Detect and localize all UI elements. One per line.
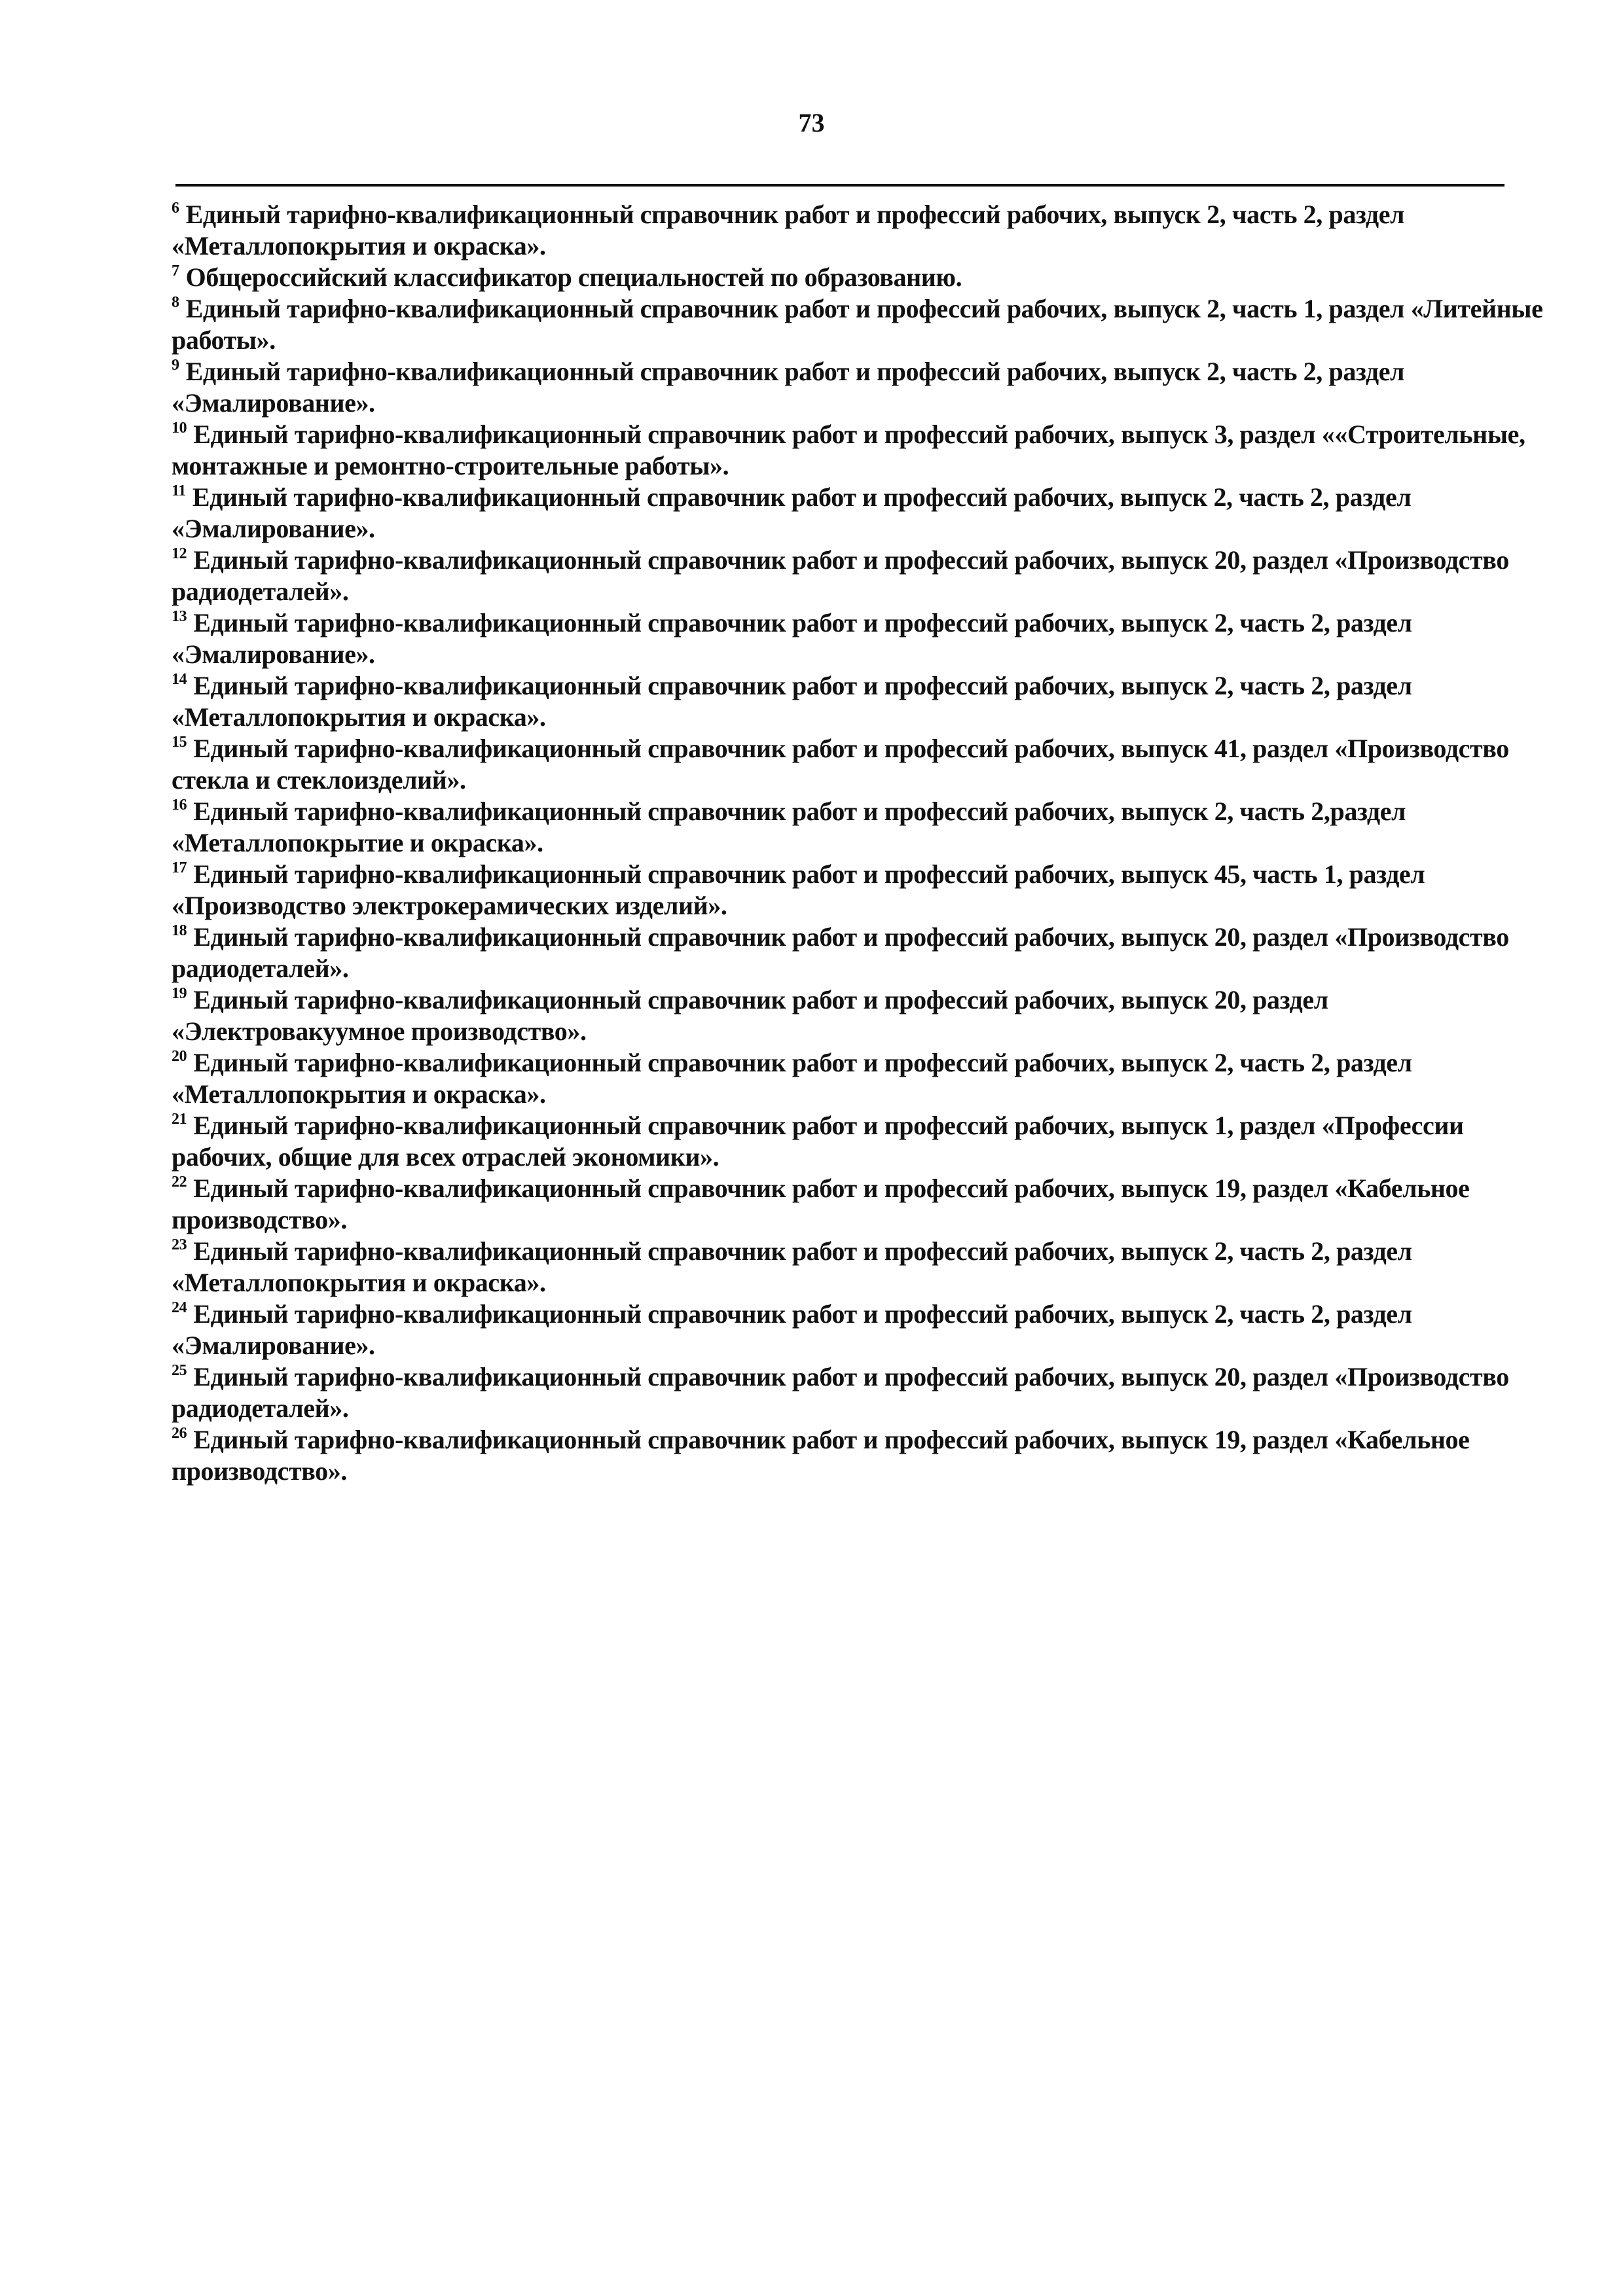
footnote-item — [172, 419, 1553, 482]
footnote-text: Единый тарифно-квалификационный справочник работ и профессий рабочих, выпуск 45, часть 1, раздел «Производство электрокерамических изделий». — [172, 859, 1425, 920]
footnote-number: 18 — [172, 922, 187, 939]
footnote-text: Единый тарифно-квалификационный справочник работ и профессий рабочих, выпуск 2, часть 2, раздел «Металлопокрытия и окраска». — [172, 1236, 1412, 1297]
footnote-text: Единый тарифно-квалификационный справочник работ и профессий рабочих, выпуск 2, часть 2,раздел «Металлопокрытие и окраска». — [172, 797, 1406, 857]
footnote-number: 25 — [172, 1362, 187, 1379]
footnote-number: 10 — [172, 420, 187, 437]
footnote-item — [172, 1424, 1553, 1487]
footnote-item — [172, 922, 1553, 984]
footnote-item — [172, 1299, 1553, 1361]
footnote-text: Единый тарифно-квалификационный справочник работ и профессий рабочих, выпуск 41, раздел «Производство стекла и стеклоизделий». — [172, 734, 1509, 795]
footnote-number: 6 — [172, 200, 179, 217]
footnote-number: 12 — [172, 545, 187, 562]
footnote-text: Единый тарифно-квалификационный справочник работ и профессий рабочих, выпуск 20, раздел «Производство радиодеталей». — [172, 922, 1509, 983]
footnote-number: 7 — [172, 262, 179, 279]
page-number: 73 — [798, 108, 825, 137]
footnote-number: 21 — [172, 1111, 187, 1128]
footnote-number: 20 — [172, 1048, 187, 1065]
footnote-item — [172, 262, 1553, 293]
footnote-item — [172, 859, 1553, 922]
footnote-number: 19 — [172, 985, 187, 1002]
footnote-item — [172, 1047, 1553, 1110]
footnote-item — [172, 1361, 1553, 1424]
footnote-item — [172, 607, 1553, 670]
footnotes-list — [172, 199, 1553, 1487]
footnote-text: Единый тарифно-квалификационный справочник работ и профессий рабочих, выпуск 2, часть 2, раздел «Металлопокрытия и окраска». — [172, 200, 1405, 260]
footnote-text: Единый тарифно-квалификационный справочник работ и профессий рабочих, выпуск 2, часть 2, раздел «Эмалирование». — [172, 357, 1405, 418]
footnote-text: Единый тарифно-квалификационный справочник работ и профессий рабочих, выпуск 3, раздел ««Строительные, монтажные и ремонтно-строительные работы». — [172, 420, 1525, 480]
footnote-number: 13 — [172, 608, 187, 625]
footnote-item — [172, 733, 1553, 796]
footnote-text: Единый тарифно-квалификационный справочник работ и профессий рабочих, выпуск 2, часть 2, раздел «Эмалирование». — [172, 1299, 1412, 1360]
footnote-text: Единый тарифно-квалификационный справочник работ и профессий рабочих, выпуск 2, часть 2, раздел «Эмалирование». — [172, 608, 1412, 669]
footnote-number: 23 — [172, 1236, 187, 1253]
footnote-item — [172, 1236, 1553, 1299]
footnote-item — [172, 482, 1553, 545]
footnote-item — [172, 356, 1553, 419]
footnote-number: 16 — [172, 797, 187, 814]
footnote-number: 26 — [172, 1425, 187, 1442]
footnote-item — [172, 984, 1553, 1047]
footnote-number: 8 — [172, 294, 179, 311]
footnote-item — [172, 1173, 1553, 1236]
footnote-number: 22 — [172, 1174, 187, 1191]
footnote-number: 24 — [172, 1299, 187, 1316]
footnote-text: Единый тарифно-квалификационный справочник работ и профессий рабочих, выпуск 20, раздел «Электровакуумное производство». — [172, 985, 1328, 1046]
footnote-number: 9 — [172, 357, 179, 374]
footnote-text: Единый тарифно-квалификационный справочник работ и профессий рабочих, выпуск 19, раздел «Кабельное производство». — [172, 1174, 1470, 1234]
footnote-item — [172, 670, 1553, 733]
footnote-text: Единый тарифно-квалификационный справочник работ и профессий рабочих, выпуск 20, раздел «Производство радиодеталей». — [172, 1362, 1509, 1423]
footnote-item — [172, 796, 1553, 859]
footnote-text: Единый тарифно-квалификационный справочник работ и профессий рабочих, выпуск 19, раздел «Кабельное производство». — [172, 1425, 1470, 1486]
footnote-item — [172, 199, 1553, 262]
footnote-item — [172, 293, 1553, 356]
footnote-text: Единый тарифно-квалификационный справочник работ и профессий рабочих, выпуск 2, часть 2, раздел «Металлопокрытия и окраска». — [172, 1048, 1412, 1109]
footnote-text: Единый тарифно-квалификационный справочник работ и профессий рабочих, выпуск 2, часть 1, раздел «Литейные работы». — [172, 294, 1543, 355]
footnote-item — [172, 1110, 1553, 1173]
footnote-text: Единый тарифно-квалификационный справочник работ и профессий рабочих, выпуск 2, часть 2, раздел «Металлопокрытия и окраска». — [172, 671, 1412, 732]
footnote-item — [172, 545, 1553, 607]
footnote-text: Единый тарифно-квалификационный справочник работ и профессий рабочих, выпуск 1, раздел «Профессии рабочих, общие для всех отраслей экономики». — [172, 1111, 1464, 1172]
footnote-text: Единый тарифно-квалификационный справочник работ и профессий рабочих, выпуск 2, часть 2, раздел «Эмалирование». — [172, 482, 1412, 543]
footnote-text: Общероссийский классификатор специальностей по образованию. — [185, 262, 962, 292]
footnote-separator — [175, 184, 1504, 187]
footnote-number: 15 — [172, 734, 187, 751]
footnote-number: 14 — [172, 671, 187, 688]
footnote-number: 17 — [172, 859, 187, 876]
footnote-text: Единый тарифно-квалификационный справочник работ и профессий рабочих, выпуск 20, раздел «Производство радиодеталей». — [172, 545, 1509, 606]
footnote-number: 11 — [172, 482, 186, 499]
